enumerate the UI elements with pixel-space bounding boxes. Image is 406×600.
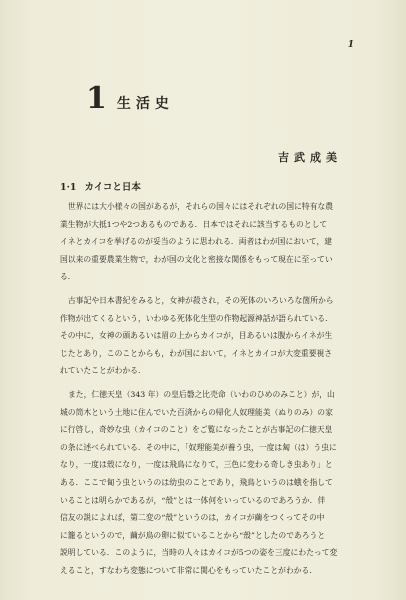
text-line: の条に述べられている．その中に，「奴理能美が養う虫，一度は匐（は）う虫に bbox=[60, 442, 337, 452]
text-line: 古事記や日本書紀をみると，女神が殺され，その死体のいろいろな箇所から bbox=[68, 295, 334, 305]
text-line: 業生物が大抵1つや2つあるものである．日本ではそれに該当するものとして bbox=[60, 219, 328, 229]
text-line: なり，一度は殼になり，一度は飛鳥になりて，三色に変わる奇しき虫あり」と bbox=[60, 460, 333, 470]
text-line: 作物が出てくるという，いわゆる死体化生型の作物起源神話が語られている． bbox=[60, 313, 333, 323]
paragraph bbox=[60, 292, 356, 380]
text-line: 説明している．このように，当時の人々はカイコが5つの姿を三度にわたって変 bbox=[60, 548, 338, 558]
author-name: 吉武成美 bbox=[278, 151, 342, 164]
body-text bbox=[60, 198, 356, 579]
section-title: カイコと日本 bbox=[84, 182, 141, 193]
paragraph bbox=[60, 198, 356, 286]
text-line: イネとカイコを挙げるのが妥当のように思われる．両者はわが国において，建 bbox=[60, 237, 333, 247]
text-line: 国以来の重要農業生物で，わが国の文化と密接な関係をもって現在に至ってい bbox=[60, 254, 333, 264]
text-line: に行啓し，奇妙な虫（カイコのこと）をご覧になったことが古事記の仁徳天皇 bbox=[60, 425, 333, 435]
text-line: いることは明らかであるが，“殼”とは一体何をいっているのであろうか．伴 bbox=[60, 495, 326, 505]
text-line: じたとあり，このことからも，わが国において，イネとカイコが大変重要視さ bbox=[60, 348, 333, 358]
text-line: れていたことがわかる． bbox=[60, 366, 146, 376]
section-heading bbox=[60, 179, 141, 193]
text-line: また，仁徳天皇（343 年）の皇后磐之比売命（いわのひめのみこと）が，山 bbox=[68, 389, 335, 399]
text-line: 世界には大小様々の国があるが，それらの国々にはそれぞれの国に特有な農 bbox=[68, 202, 334, 211]
text-line: 信友の説によれば，第二変の“殼”というのは，カイコが繭をつくってその中 bbox=[60, 513, 325, 523]
text-line: えること，すなわち変態について非常に関心をもっていたことがわかる． bbox=[60, 565, 318, 575]
chapter-heading bbox=[86, 81, 174, 116]
text-line: 城の筒木という土地に住んでいた百済からの帰化人奴理能美（ぬりのみ）の家 bbox=[60, 407, 333, 417]
text-line: に籠るというので，繭が鳥の卵に似ていることから“殼”としたのであろうと bbox=[60, 530, 326, 540]
text-line: る． bbox=[60, 272, 76, 282]
page-number: 1 bbox=[347, 40, 354, 50]
paragraph bbox=[60, 386, 356, 580]
chapter-title: 生活史 bbox=[116, 96, 174, 112]
section-number: 1·1 bbox=[60, 182, 77, 193]
text-line: その中に，女神の頭あるいは眉の上からカイコが，目あるいは腹からイネが生 bbox=[60, 331, 333, 341]
text-line: ある．ここで匐う虫というのは幼虫のことであり，飛鳥というのは蛾を指して bbox=[60, 477, 333, 487]
chapter-number: 1 bbox=[86, 81, 107, 116]
